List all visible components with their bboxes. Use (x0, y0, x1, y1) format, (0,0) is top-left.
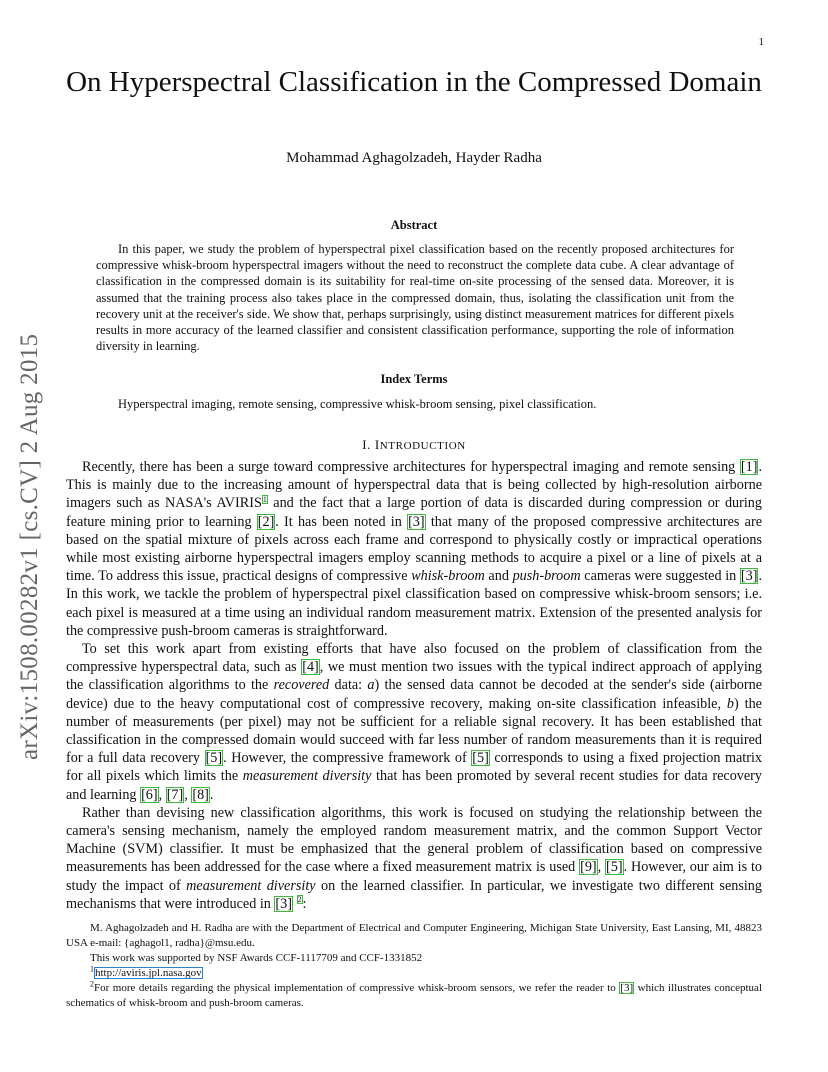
abstract-heading: Abstract (390, 218, 438, 232)
text-run: which illustrates conceptual schematics of whisk-broom and push-broom cameras. (66, 982, 762, 1009)
text-run: cameras were suggested in (580, 568, 740, 585)
footnote-1 (66, 966, 762, 981)
section-number: I. (362, 437, 375, 452)
text-run: corresponds to using a fixed projection matrix for all pixels which limits the (66, 750, 762, 785)
text-run: : (302, 895, 307, 912)
text-run: , we must mention two issues with the typical indirect approach of applying the classification algorithms to the (66, 659, 762, 694)
citation-link[interactable]: [2] (257, 513, 275, 530)
citation-link[interactable]: [5] (205, 750, 223, 767)
text-run: . It has been noted in (275, 513, 408, 530)
text-run: . (209, 786, 214, 803)
footnote-mark: 1 (90, 964, 94, 974)
text-run: To set this work apart from existing efforts that have also focused on the problem of classification from the compressive hyperspectral data, such as (66, 641, 762, 676)
text-run (293, 896, 297, 912)
section-title-first: I (374, 437, 380, 452)
text-run: , (184, 786, 192, 803)
text-run: . However, our aim is to study the impact of (66, 859, 762, 894)
footnotes (66, 921, 762, 1011)
text-run: , (158, 786, 166, 803)
citation-link[interactable]: [7] (166, 786, 184, 803)
citation-link[interactable]: [3] (275, 895, 292, 912)
text-run: ) the sensed data cannot be decoded at the sender's side (airborne device) due to the heavy computational cost of compressive recovery, making on-site classification infeasible, (66, 677, 762, 712)
citation-link[interactable]: [3] (620, 982, 634, 994)
aviris-url-link[interactable]: http://aviris.jpl.nasa.gov (95, 967, 202, 979)
text-run: . However, the compressive framework of (223, 750, 472, 767)
text-run: data: (329, 677, 368, 694)
text-run: , (597, 859, 606, 876)
text-run: that many of the proposed compressive architectures are based on the spatial mixture of pixels across each frame and correspond to physically costly or impractical operations while most existing airborne hyperspectral imagers employ scanning methods to acquire a pixel or a line of pixels at a time. To address this issue, practical designs of compressive (66, 513, 762, 585)
footnote-link[interactable]: 1 (262, 494, 267, 504)
index-terms-heading: Index Terms (380, 372, 448, 386)
emphasis: whisk-broom (411, 568, 485, 585)
paragraph-1 (66, 458, 762, 640)
citation-link[interactable]: [5] (606, 859, 623, 876)
citation-link[interactable]: [1] (740, 459, 758, 475)
emphasis: measurement diversity (242, 768, 372, 785)
text-run: and (484, 568, 513, 585)
text-run: For more details regarding the physical implementation of compressive whisk-broom sensors, we refer the reader to (94, 982, 620, 994)
paragraph-2 (66, 640, 762, 804)
citation-link[interactable]: [9] (580, 859, 597, 876)
citation-link[interactable]: [3] (740, 568, 758, 585)
emphasis: measurement diversity (186, 877, 316, 894)
funding-note: This work was supported by NSF Awards CCF-1117709 and CCF-1331852 (90, 952, 423, 964)
text-run: that has been promoted by several recent studies for data recovery and learning (66, 768, 762, 803)
text-run: Rather than devising new classification algorithms, this work is focused on studying the relationship between the camera's sensing mechanism, namely the employed random measurement matrix, and the common Support Vector Machine (SVM) classifier. It must be emphasized that the general problem of classification based on compressive measurements has been addressed for the case where a fixed measurement matrix is used (66, 804, 762, 876)
abstract-text: In this paper, we study the problem of hyperspectral pixel classification based on the recently proposed architectures for compressive whisk-broom hyperspectral imagers without the need to reconstruct the complete data cube. A clear advantage of classification in the compressed domain is its suitability for real-time on-site processing of the sensed data. Moreover, it is assumed that the training process also takes place in the compressed domain, thus, isolating the classification unit from the recovery unit at the receiver's side. We show that, perhaps surprisingly, using distinct measurement matrices for different pixels results in more accuracy of the learned classifier and consistent classification performance, supporting the role of information diversity in learning. (96, 242, 734, 354)
text-run: . This is mainly due to the increasing amount of hyperspectral data that is being collected by high-resolution airborne imagers such as NASA's AVIRIS (66, 459, 762, 512)
text-run: Recently, there has been a surge toward compressive architectures for hyperspectral imaging and remote sensing (82, 459, 740, 475)
paper-authors: Mohammad Aghagolzadeh, Hayder Radha (286, 150, 542, 166)
citation-link[interactable]: [5] (472, 750, 489, 767)
text-run: ) the number of measurements (per pixel) may not be sufficient for a reliable signal recovery. It has been established that classification in the compressed domain would succeed with far less number of random measurements than it is required for a full data recovery (66, 695, 762, 767)
text-run: on the learned classifier. In particular, we investigate two different sensing mechanisms that were introduced in (66, 877, 762, 912)
index-terms-text: Hyperspectral imaging, remote sensing, compressive whisk-broom sensing, pixel classification. (118, 397, 597, 411)
section-title-rest: NTRODUCTION (379, 440, 466, 452)
footnote-mark: 2 (90, 979, 94, 989)
footnote-2 (66, 981, 762, 1011)
affiliation-note: M. Aghagolzadeh and H. Radha are with the Department of Electrical and Computer Engineering, Michigan State University, East Lansing, MI, 48823 USA e-mail: {aghagol1, radha}@msu.edu. (66, 922, 762, 949)
citation-link[interactable]: [4] (302, 659, 319, 676)
text-run: and the fact that a large portion of data is discarded during compression or during feature mining prior to learning (66, 495, 762, 530)
emphasis: a (367, 677, 375, 694)
emphasis: push-broom (512, 568, 581, 585)
emphasis: b (726, 695, 735, 712)
page-number: 1 (758, 36, 764, 48)
section-heading (60, 437, 768, 453)
arxiv-identifier: arXiv:1508.00282v1 [cs.CV] 2 Aug 2015 (16, 333, 43, 760)
paper-title: On Hyperspectral Classification in the Compressed Domain (66, 66, 762, 98)
text-run: . In this work, we tackle the problem of hyperspectral pixel classification based on compressive whisk-broom sensors; i.e. each pixel is measured at a time using an individual random measurement matrix. Extension of the presented analysis for the compressive push-broom cameras is straightforward. (66, 568, 762, 639)
footnote-link[interactable]: 2 (297, 895, 302, 905)
emphasis: recovered (273, 677, 330, 694)
citation-link[interactable]: [8] (192, 786, 209, 803)
citation-link[interactable]: [6] (141, 786, 158, 803)
paragraph-3 (66, 804, 762, 913)
body-text (66, 458, 762, 913)
citation-link[interactable]: [3] (408, 513, 425, 530)
